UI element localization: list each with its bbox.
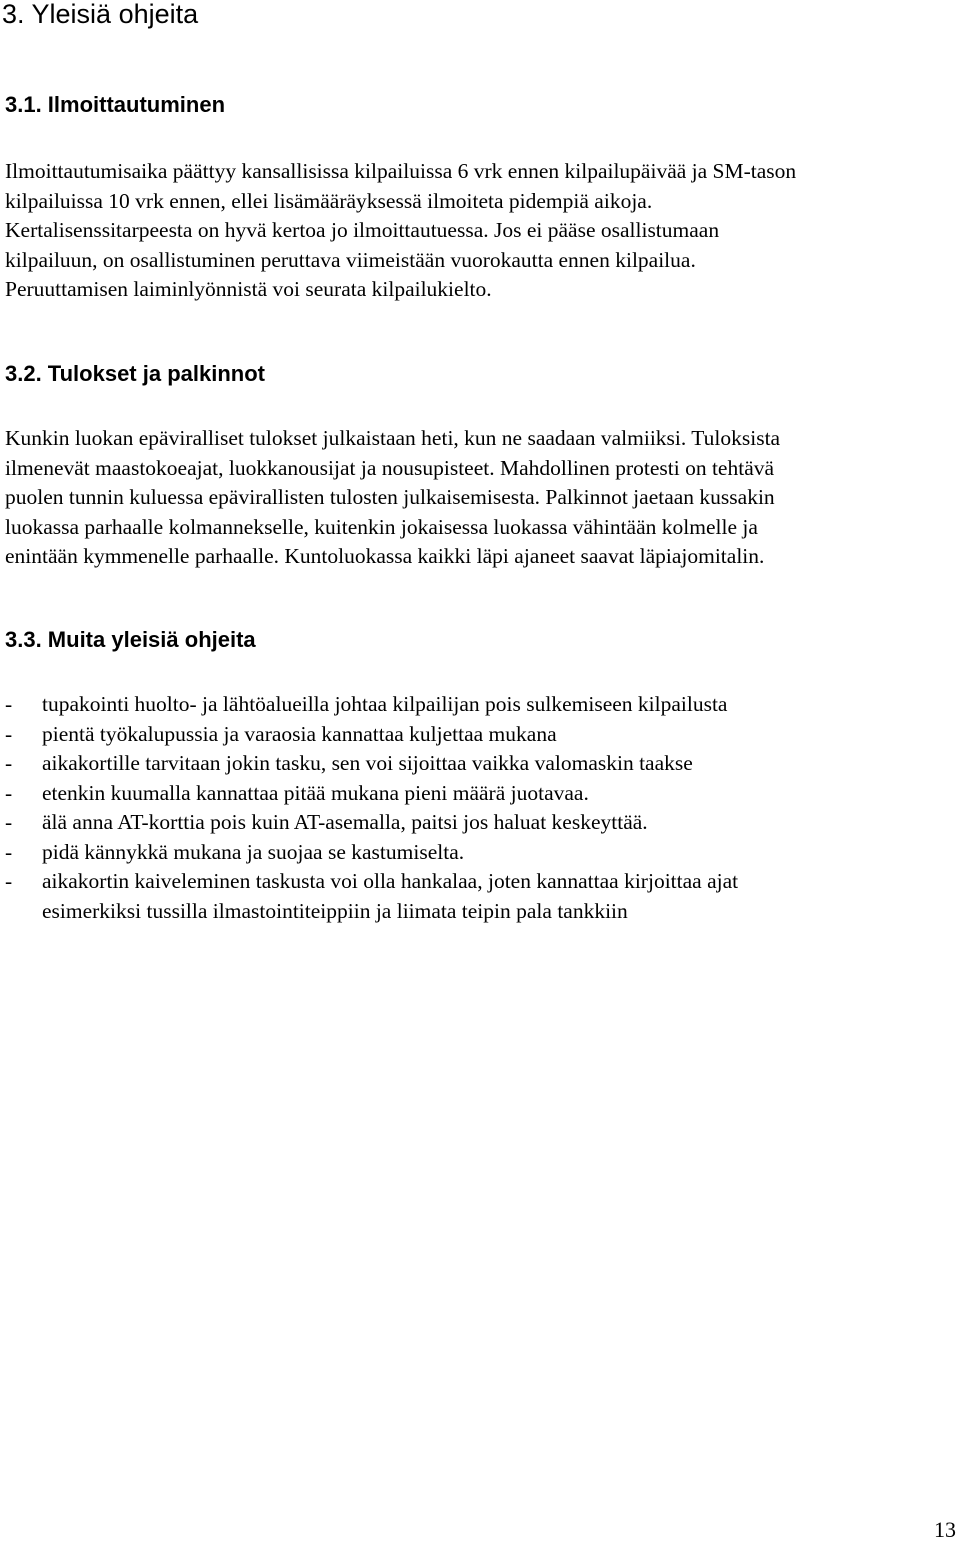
list-item-text: tupakointi huolto- ja lähtöalueilla johtaa kilpailijan pois sulkemiseen kilpailusta xyxy=(42,692,728,716)
list-item-text: esimerkiksi tussilla ilmastointiteippiin ja liimata teipin pala tankkiin xyxy=(42,898,628,923)
list-item xyxy=(5,838,955,868)
list-item xyxy=(5,720,955,750)
instruction-list xyxy=(5,690,955,926)
list-item-text: pientä työkalupussia ja varaosia kannattaa kuljettaa mukana xyxy=(42,721,557,746)
list-dash: - xyxy=(5,810,13,834)
section-title-ilmoittautuminen: 3.1. Ilmoittautuminen xyxy=(5,92,226,117)
list-item-text: aikakortille tarvitaan jokin tasku, sen voi sijoittaa vaikka valomaskin taakse xyxy=(42,751,693,775)
text-line: kilpailuissa 10 vrk ennen, ellei lisämääräyksessä ilmoiteta pidempiä aikoja. xyxy=(5,188,653,213)
text-line: puolen tunnin kuluessa epävirallisten tulosten julkaisemisesta. Palkinnot jaetaan kussakin xyxy=(5,485,775,509)
list-item xyxy=(5,867,955,926)
text-line: luokassa parhaalle kolmannekselle, kuitenkin jokaisessa luokassa vähintään kolmelle ja xyxy=(5,514,758,539)
list-item xyxy=(5,779,955,809)
list-item xyxy=(5,690,955,720)
chapter-heading: 3. Yleisiä ohjeita xyxy=(2,0,199,29)
paragraph-tulokset xyxy=(5,424,955,572)
text-line: enintään kymmenelle parhaalle. Kuntoluokassa kaikki läpi ajaneet saavat läpiajomitalin. xyxy=(5,544,765,568)
text-line: ilmenevät maastokoeajat, luokkanousijat ja nousupisteet. Mahdollinen protesti on tehtävä xyxy=(5,455,775,480)
list-item-text: pidä kännykkä mukana ja suojaa se kastumiselta. xyxy=(42,839,465,864)
list-dash: - xyxy=(5,780,13,805)
section-title-muita-ohjeita: 3.3. Muita yleisiä ohjeita xyxy=(5,627,256,652)
list-dash: - xyxy=(5,692,13,716)
list-item-text: etenkin kuumalla kannattaa pitää mukana pieni määrä juotavaa. xyxy=(42,780,589,805)
text-line: Kunkin luokan epäviralliset tulokset julkaistaan heti, kun ne saadaan valmiiksi. Tuloksista xyxy=(5,426,781,450)
list-dash: - xyxy=(5,721,13,746)
list-dash: - xyxy=(5,869,13,893)
section-title-tulokset: 3.2. Tulokset ja palkinnot xyxy=(5,361,265,386)
list-item xyxy=(5,749,955,779)
list-item xyxy=(5,808,955,838)
page-number: 13 xyxy=(934,1517,956,1542)
list-dash: - xyxy=(5,839,13,864)
text-line: kilpailuun, on osallistuminen peruttava viimeistään vuorokautta ennen kilpailua. xyxy=(5,247,696,272)
text-line: Ilmoittautumisaika päättyy kansallisissa kilpailuissa 6 vrk ennen kilpailupäivää ja SM-tason xyxy=(5,159,797,183)
paragraph-ilmoittautuminen xyxy=(5,157,955,305)
text-line: Kertalisenssitarpeesta on hyvä kertoa jo ilmoittautuessa. Jos ei pääse osallistumaan xyxy=(5,218,720,242)
text-line: Peruuttamisen laiminlyönnistä voi seurata kilpailukielto. xyxy=(5,277,492,301)
list-item-text: aikakortin kaiveleminen taskusta voi olla hankalaa, joten kannattaa kirjoittaa ajat xyxy=(42,869,739,893)
list-item-text: älä anna AT-korttia pois kuin AT-asemalla, paitsi jos haluat keskeyttää. xyxy=(42,810,648,834)
list-dash: - xyxy=(5,751,13,775)
